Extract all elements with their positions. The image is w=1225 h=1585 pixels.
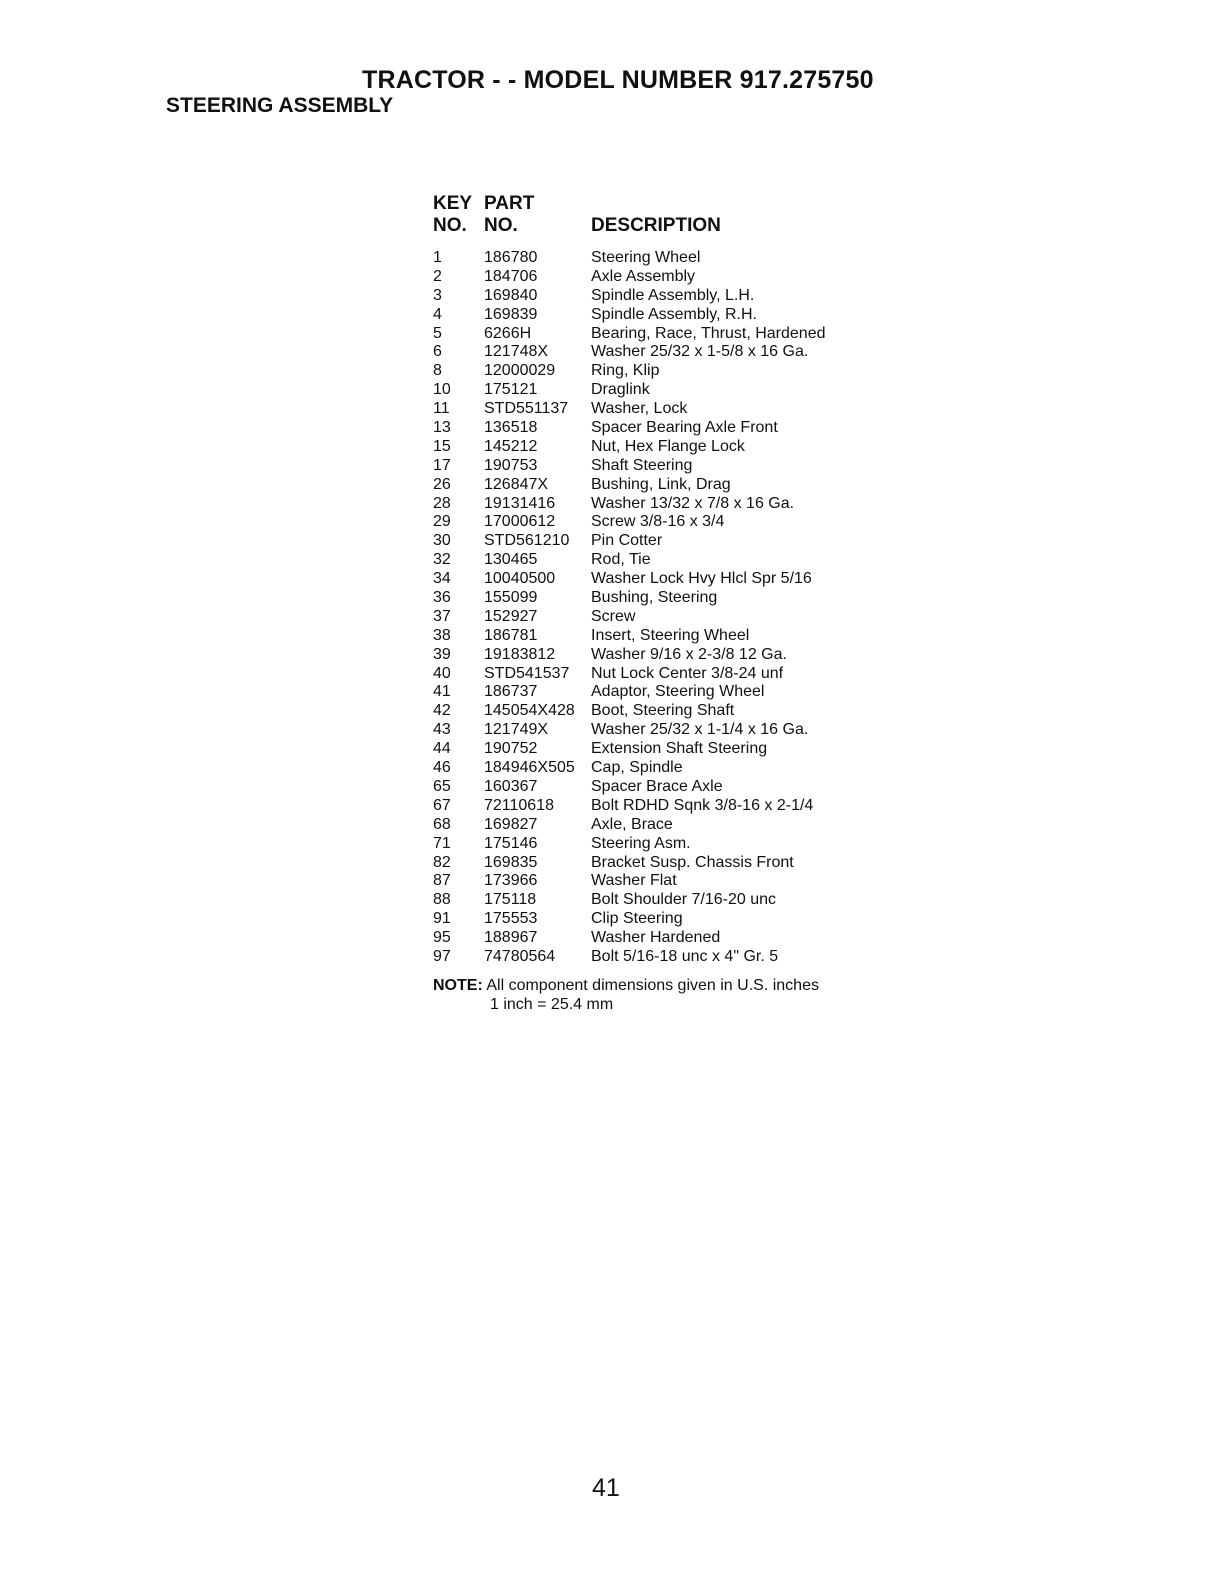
key-number: 3 — [433, 286, 442, 304]
key-number: 67 — [433, 796, 451, 814]
table-row — [433, 343, 893, 362]
key-number: 87 — [433, 872, 451, 890]
key-number: 91 — [433, 910, 451, 928]
part-description: Bolt Shoulder 7/16-20 unc — [591, 891, 777, 909]
table-row — [433, 759, 893, 778]
note — [433, 976, 819, 995]
part-number: 184706 — [484, 267, 538, 285]
table-row — [433, 381, 893, 400]
part-number: 10040500 — [484, 570, 556, 588]
header-description: DESCRIPTION — [591, 215, 721, 236]
table-row — [433, 570, 893, 589]
part-number: 136518 — [484, 419, 538, 437]
table-row — [433, 665, 893, 684]
part-description: Washer, Lock — [591, 400, 688, 418]
part-description: Cap, Spindle — [591, 759, 683, 777]
key-number: 97 — [433, 947, 451, 965]
part-description: Ring, Klip — [591, 362, 660, 380]
part-description: Spacer Brace Axle — [591, 777, 723, 795]
part-description: Axle, Brace — [591, 815, 673, 833]
key-number: 38 — [433, 626, 451, 644]
table-row — [433, 854, 893, 873]
key-number: 32 — [433, 551, 451, 569]
part-description: Steering Asm. — [591, 834, 691, 852]
table-row — [433, 589, 893, 608]
key-number: 46 — [433, 759, 451, 777]
part-number: 190752 — [484, 740, 538, 758]
note-conversion: 1 inch = 25.4 mm — [490, 996, 614, 1013]
part-number: 17000612 — [484, 513, 556, 531]
part-description: Washer 13/32 x 7/8 x 16 Ga. — [591, 494, 795, 512]
key-number: 11 — [433, 400, 450, 418]
key-number: 5 — [433, 324, 442, 342]
part-description: Shaft Steering — [591, 456, 693, 474]
table-row — [433, 287, 893, 306]
part-description: Washer Lock Hvy Hlcl Spr 5/16 — [591, 570, 812, 588]
part-number: STD561210 — [484, 532, 570, 550]
key-number: 28 — [433, 494, 451, 512]
part-number: 186780 — [484, 249, 538, 266]
key-number: 6 — [433, 343, 442, 361]
part-number: 145054X428 — [484, 702, 575, 720]
key-number: 15 — [433, 437, 451, 455]
part-description: Bolt RDHD Sqnk 3/8-16 x 2-1/4 — [591, 796, 814, 814]
table-row — [433, 419, 893, 438]
part-description: Screw — [591, 607, 636, 625]
part-description: Extension Shaft Steering — [591, 740, 768, 758]
part-number: 169835 — [484, 853, 538, 871]
table-row — [433, 249, 893, 268]
key-number: 39 — [433, 645, 451, 663]
header-part-line1: PART — [484, 193, 535, 214]
part-description: Washer Flat — [591, 872, 677, 890]
table-row — [433, 476, 893, 495]
part-description: Axle Assembly — [591, 267, 696, 285]
part-number: 175118 — [484, 891, 537, 909]
part-description: Washer 25/32 x 1-5/8 x 16 Ga. — [591, 343, 809, 361]
note-label: NOTE: — [433, 977, 483, 994]
table-row — [433, 457, 893, 476]
part-number: 169839 — [484, 305, 538, 323]
part-number: 186781 — [484, 626, 538, 644]
table-row — [433, 400, 893, 419]
table-row — [433, 532, 893, 551]
table-row — [433, 513, 893, 532]
part-description: Steering Wheel — [591, 249, 701, 266]
part-number: 152927 — [484, 607, 538, 625]
key-number: 44 — [433, 740, 451, 758]
part-number: STD551137 — [484, 400, 569, 418]
table-row — [433, 268, 893, 287]
part-description: Nut Lock Center 3/8-24 unf — [591, 664, 784, 682]
key-number: 95 — [433, 929, 451, 947]
key-number: 30 — [433, 532, 451, 550]
table-row — [433, 362, 893, 381]
part-description: Nut, Hex Flange Lock — [591, 437, 745, 455]
table-row — [433, 721, 893, 740]
part-description: Spindle Assembly, R.H. — [591, 305, 757, 323]
table-row — [433, 872, 893, 891]
part-number: 188967 — [484, 929, 538, 947]
part-description: Clip Steering — [591, 910, 683, 928]
header-key-line1: KEY — [433, 193, 473, 214]
part-number: 175553 — [484, 910, 538, 928]
header-part-line2: NO. — [484, 215, 518, 236]
header-key-line2: NO. — [433, 215, 467, 236]
part-description: Bolt 5/16-18 unc x 4" Gr. 5 — [591, 947, 779, 965]
part-description: Spindle Assembly, L.H. — [591, 286, 755, 304]
key-number: 43 — [433, 721, 451, 739]
key-number: 37 — [433, 607, 451, 625]
part-number: 19131416 — [484, 494, 556, 512]
part-number: 190753 — [484, 456, 538, 474]
table-row — [433, 683, 893, 702]
part-description: Screw 3/8-16 x 3/4 — [591, 513, 725, 531]
key-number: 4 — [433, 305, 442, 323]
table-row — [433, 646, 893, 665]
table-row — [433, 929, 893, 948]
section-title: STEERING ASSEMBLY — [166, 94, 394, 117]
table-row — [433, 797, 893, 816]
page-title: TRACTOR - - MODEL NUMBER 917.275750 — [362, 66, 874, 94]
parts-list — [433, 249, 893, 967]
part-number: 126847X — [484, 475, 549, 493]
part-number: 12000029 — [484, 362, 556, 380]
part-number: 19183812 — [484, 645, 556, 663]
key-number: 82 — [433, 853, 451, 871]
table-row — [433, 627, 893, 646]
table-row — [433, 325, 893, 344]
part-number: 130465 — [484, 551, 538, 569]
table-row — [433, 438, 893, 457]
key-number: 40 — [433, 664, 451, 682]
part-number: 121749X — [484, 721, 549, 739]
table-row — [433, 551, 893, 570]
part-number: 160367 — [484, 777, 538, 795]
key-number: 10 — [433, 381, 451, 399]
part-description: Rod, Tie — [591, 551, 651, 569]
part-number: 173966 — [484, 872, 538, 890]
part-description: Washer 25/32 x 1-1/4 x 16 Ga. — [591, 721, 809, 739]
table-row — [433, 910, 893, 929]
part-number: 145212 — [484, 437, 538, 455]
key-number: 65 — [433, 777, 451, 795]
key-number: 34 — [433, 570, 451, 588]
part-number: 6266H — [484, 324, 532, 342]
key-number: 88 — [433, 891, 451, 909]
part-description: Bracket Susp. Chassis Front — [591, 853, 794, 871]
part-number: STD541537 — [484, 664, 570, 682]
key-number: 17 — [433, 456, 451, 474]
part-description: Washer Hardened — [591, 929, 721, 947]
table-row — [433, 306, 893, 325]
part-description: Draglink — [591, 381, 650, 399]
part-number: 74780564 — [484, 947, 556, 965]
part-description: Spacer Bearing Axle Front — [591, 419, 778, 437]
key-number: 36 — [433, 589, 451, 607]
part-number: 169840 — [484, 286, 538, 304]
part-description: Washer 9/16 x 2-3/8 12 Ga. — [591, 645, 787, 663]
part-description: Adaptor, Steering Wheel — [591, 683, 765, 701]
page-number: 41 — [592, 1474, 620, 1502]
part-number: 184946X505 — [484, 759, 575, 777]
table-row — [433, 740, 893, 759]
table-row — [433, 835, 893, 854]
part-description: Boot, Steering Shaft — [591, 702, 735, 720]
table-row — [433, 816, 893, 835]
key-number: 68 — [433, 815, 451, 833]
part-description: Bushing, Link, Drag — [591, 475, 731, 493]
table-row — [433, 891, 893, 910]
table-row — [433, 702, 893, 721]
part-number: 121748X — [484, 343, 549, 361]
table-row — [433, 495, 893, 514]
note-text: All component dimensions given in U.S. inches — [486, 977, 819, 994]
part-number: 175121 — [484, 381, 538, 399]
key-number: 2 — [433, 267, 442, 285]
part-number: 155099 — [484, 589, 538, 607]
part-description: Bearing, Race, Thrust, Hardened — [591, 324, 826, 342]
key-number: 29 — [433, 513, 451, 531]
part-number: 175146 — [484, 834, 538, 852]
key-number: 26 — [433, 475, 451, 493]
key-number: 71 — [433, 834, 451, 852]
key-number: 41 — [433, 683, 451, 701]
key-number: 13 — [433, 419, 451, 437]
table-row — [433, 778, 893, 797]
key-number: 1 — [433, 249, 442, 266]
part-description: Insert, Steering Wheel — [591, 626, 750, 644]
key-number: 8 — [433, 362, 442, 380]
table-row — [433, 948, 893, 967]
part-description: Bushing, Steering — [591, 589, 718, 607]
part-description: Pin Cotter — [591, 532, 663, 550]
key-number: 42 — [433, 702, 451, 720]
part-number: 186737 — [484, 683, 538, 701]
table-row — [433, 608, 893, 627]
part-number: 169827 — [484, 815, 538, 833]
part-number: 72110618 — [484, 796, 554, 814]
